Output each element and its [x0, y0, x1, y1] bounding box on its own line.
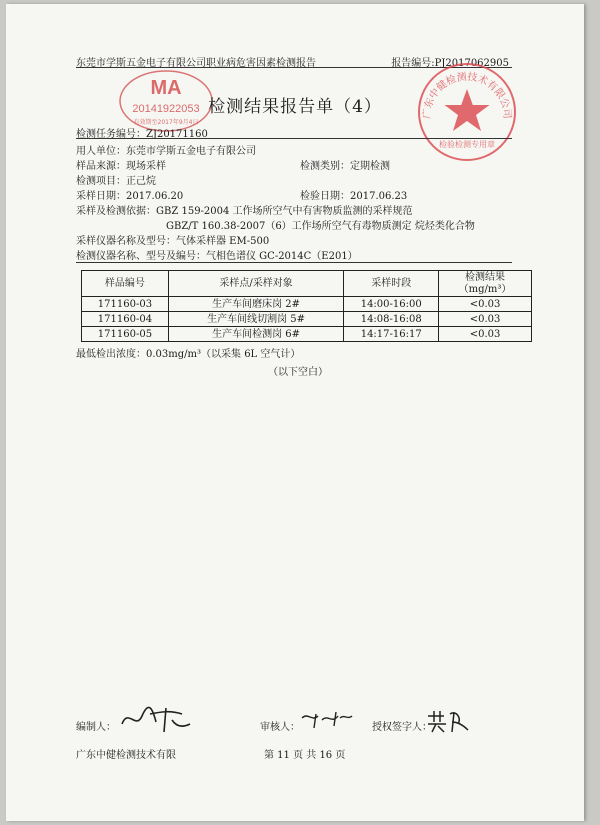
col-period: 采样时段: [344, 271, 439, 297]
cell-period: 14:17-16:17: [344, 327, 439, 342]
ma-stamp-letters: MA: [150, 77, 182, 99]
page-number: 第 11 页 共 16 页: [264, 750, 346, 761]
basis-1: GBZ 159-2004 工作场所空气中有害物质监测的采样规范: [156, 206, 413, 217]
cell-sample-id: 171160-05: [82, 327, 169, 342]
cell-location: 生产车间检测岗 6#: [168, 327, 343, 342]
sampler-line: [76, 232, 269, 247]
cell-sample-id: 171160-03: [82, 297, 169, 312]
instrument-value: 气相色谱仪 GC-2014C（E201）: [206, 251, 358, 262]
prepared-by-label: 编制人：: [76, 722, 116, 733]
basis-line-1: [76, 202, 413, 217]
employer-label: 用人单位：: [76, 146, 126, 157]
signatory-signature-icon: [424, 708, 470, 734]
reviewer-label: 审核人：: [260, 722, 300, 733]
signatory-label: 授权签字人：: [372, 722, 432, 733]
ma-stamp-validity: 有效期至2017年9月4日: [133, 119, 199, 126]
blank-below-note: （以下空白）: [268, 367, 328, 378]
header-company: 东莞市学斯五金电子有限公司职业病危害因素检测报告: [76, 58, 316, 69]
instrument-line: [76, 247, 358, 262]
employer-value: 东莞市学斯五金电子有限公司: [126, 146, 256, 157]
ma-stamp-number: 20141922053: [132, 103, 200, 115]
header-report-no: 报告编号:PJ2017062905: [391, 58, 509, 69]
test-item-line: [76, 172, 156, 187]
sampling-date-value: 2017.06.20: [126, 191, 184, 202]
seal-org-name: 广东中健检测技术有限公司: [421, 71, 513, 120]
col-sample-id: 样品编号: [82, 271, 169, 297]
sampler-label: 采样仪器名称及型号：: [76, 236, 176, 247]
table-top-divider: [76, 262, 512, 263]
col-result: [439, 271, 532, 297]
test-category-line: [300, 157, 390, 172]
col-result-title: 检测结果: [465, 271, 506, 283]
col-result-unit: （mg/m³）: [458, 283, 512, 295]
test-item-value: 正己烷: [126, 176, 156, 187]
basis-line-2: GBZ/T 160.38-2007（6）工作场所空气有毒物质测定 烷烃类化合物: [166, 221, 475, 232]
test-category-label: 检测类别：: [300, 161, 350, 172]
instrument-label: 检测仪器名称、型号及编号：: [76, 251, 206, 262]
sampler-value: 气体采样器 EM-500: [176, 236, 270, 247]
sampling-date-line: [76, 187, 183, 202]
cell-period: 14:00-16:00: [344, 297, 439, 312]
cell-location: 生产车间磨床岗 2#: [168, 297, 343, 312]
cell-sample-id: 171160-04: [82, 312, 169, 327]
task-no-value: ZJ20171160: [146, 129, 208, 140]
sample-source-line: [76, 157, 166, 172]
task-no-label: 检测任务编号：: [76, 129, 146, 140]
test-date-value: 2017.06.23: [350, 191, 408, 202]
sample-source-value: 现场采样: [126, 161, 166, 172]
col-location: 采样点/采样对象: [168, 271, 343, 297]
report-title: 检测结果报告单（4）: [208, 97, 382, 117]
employer-line: [76, 142, 256, 157]
footer-company: 广东中健检测技术有限: [76, 750, 176, 761]
min-detection-note: 最低检出浓度：0.03mg/m³（以采集 6L 空气计）: [76, 349, 301, 360]
table-row: [82, 312, 532, 327]
cell-result: <0.03: [439, 297, 532, 312]
test-item-label: 检测项目：: [76, 176, 126, 187]
test-date-label: 检验日期：: [300, 191, 350, 202]
basis-label: 采样及检测依据：: [76, 206, 156, 217]
reviewer-signature-icon: [300, 708, 354, 730]
cell-result: <0.03: [439, 327, 532, 342]
sample-source-label: 样品来源：: [76, 161, 126, 172]
cell-location: 生产车间线切割岗 5#: [168, 312, 343, 327]
table-header-row: [82, 271, 532, 297]
results-table: [81, 270, 532, 342]
cell-result: <0.03: [439, 312, 532, 327]
test-date-line: [300, 187, 407, 202]
cell-period: 14:08-16:08: [344, 312, 439, 327]
report-page: [6, 4, 584, 821]
table-row: [82, 297, 532, 312]
preparer-signature-icon: [116, 702, 196, 736]
sampling-date-label: 采样日期：: [76, 191, 126, 202]
info-divider: [76, 138, 512, 139]
test-category-value: 定期检测: [350, 161, 390, 172]
table-row: [82, 327, 532, 342]
seal-sub: 检验检测专用章: [439, 140, 495, 149]
